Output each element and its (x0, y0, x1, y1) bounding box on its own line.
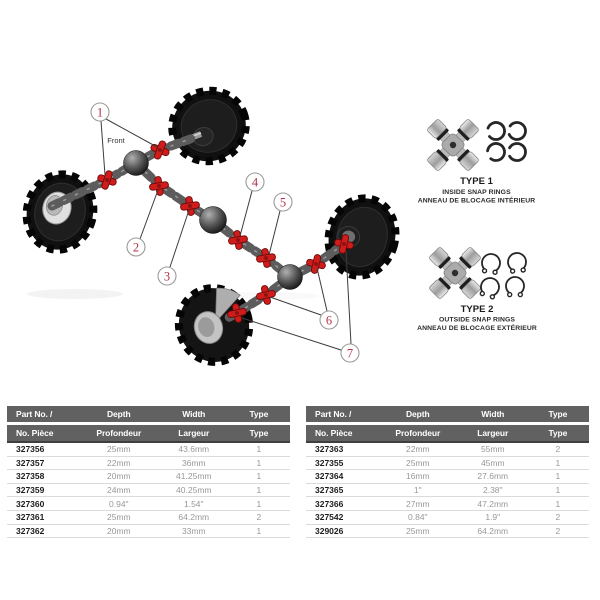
callout-4 (246, 173, 264, 191)
outside-snap-ring-icon (478, 276, 501, 300)
header-profondeur: Profondeur (78, 425, 160, 443)
u-joint-type1-image (411, 103, 494, 186)
table-row (7, 525, 290, 539)
header-type-fr: Type (527, 425, 589, 443)
table-row (306, 443, 589, 457)
svg-text:1: 1 (96, 105, 104, 120)
callout-1 (91, 103, 109, 121)
depth-cell: 16mm (377, 470, 459, 484)
width-cell: 33mm (160, 525, 228, 539)
type2-title: TYPE 2 (460, 304, 494, 315)
width-cell: 27.6mm (459, 470, 527, 484)
width-cell: 36mm (160, 457, 228, 471)
type2-subtitle-fr: ANNEAU DE BLOCAGE EXTÉRIEUR (417, 325, 537, 332)
table-header-row-en (306, 406, 589, 425)
cv-sphere (278, 265, 303, 290)
part-no-cell: 327365 (306, 484, 377, 498)
inside-snap-ring-icon (510, 144, 526, 161)
depth-cell: 25mm (377, 457, 459, 471)
header-depth: Depth (377, 406, 459, 425)
type1-subtitle-en: INSIDE SNAP RINGS (442, 189, 511, 196)
type-cell: 2 (527, 511, 589, 525)
header-width: Width (459, 406, 527, 425)
cv-sphere (200, 207, 227, 234)
part-no-cell: 327542 (306, 511, 377, 525)
depth-cell: 25mm (78, 443, 160, 457)
depth-cell: 25mm (377, 525, 459, 539)
callout-3 (158, 267, 176, 285)
part-no-cell: 327364 (306, 470, 377, 484)
callout-6 (320, 311, 338, 329)
header-type: Type (527, 406, 589, 425)
width-cell: 45mm (459, 457, 527, 471)
table-row (306, 470, 589, 484)
part-no-cell: 327361 (7, 511, 78, 525)
type-cell: 1 (228, 457, 290, 471)
table-header-row-en (7, 406, 290, 425)
part-no-cell: 327363 (306, 443, 377, 457)
left-wheel (18, 167, 101, 257)
type-cell: 1 (228, 525, 290, 539)
header-width: Width (160, 406, 228, 425)
depth-cell: 25mm (78, 511, 160, 525)
header-part-no: Part No. / (306, 406, 377, 425)
table-row (7, 484, 290, 498)
width-cell: 64.2mm (459, 525, 527, 539)
width-cell: 55mm (459, 443, 527, 457)
table-row (306, 457, 589, 471)
table-row (306, 484, 589, 498)
table-header-row-fr (7, 425, 290, 443)
width-cell: 43.6mm (160, 443, 228, 457)
depth-cell: 22mm (377, 443, 459, 457)
width-cell: 41.25mm (160, 470, 228, 484)
type2-subtitle-en: OUTSIDE SNAP RINGS (438, 316, 516, 324)
table-row (7, 511, 290, 525)
type-cell: 2 (527, 525, 589, 539)
depth-cell: 0.84" (377, 511, 459, 525)
type1-title: TYPE 1 (460, 176, 493, 187)
header-largeur: Largeur (459, 425, 527, 443)
part-no-cell: 327360 (7, 497, 78, 511)
svg-text:4: 4 (251, 175, 259, 190)
type-cell: 1 (527, 470, 589, 484)
inside-snap-ring-icon (509, 122, 527, 141)
type-cell: 2 (228, 511, 290, 525)
part-no-cell: 327357 (7, 457, 78, 471)
type2-legend (413, 231, 536, 332)
header-no-piece: No. Pièce (306, 425, 377, 443)
table-row (7, 457, 290, 471)
svg-text:6: 6 (325, 313, 333, 328)
width-cell: 1.54" (160, 497, 228, 511)
main-shaft-lower (213, 220, 290, 277)
main-shaft-upper (136, 163, 213, 220)
part-no-cell: 327355 (306, 457, 377, 471)
front-label: Front (107, 136, 125, 145)
outside-snap-ring-icon (506, 277, 524, 297)
table-header-row-fr (306, 425, 589, 443)
table-row (306, 497, 589, 511)
right-wheel (320, 191, 404, 283)
type-cell: 1 (527, 484, 589, 498)
type1-legend (411, 103, 535, 204)
type1-subtitle-fr: ANNEAU DE BLOCAGE INTÉRIEUR (417, 197, 536, 205)
callout-7 (341, 344, 359, 362)
table-row (7, 497, 290, 511)
width-cell: 40.25mm (160, 484, 228, 498)
part-no-cell: 329026 (306, 525, 377, 539)
part-no-cell: 327359 (7, 484, 78, 498)
header-largeur: Largeur (160, 425, 228, 443)
part-no-cell: 327366 (306, 497, 377, 511)
svg-text:5: 5 (279, 195, 287, 210)
type-cell: 1 (527, 497, 589, 511)
depth-cell: 20mm (78, 470, 160, 484)
width-cell: 1.9" (459, 511, 527, 525)
table-row (306, 511, 589, 525)
header-part-no: Part No. / (7, 406, 78, 425)
width-cell: 2.38" (459, 484, 527, 498)
table-row (7, 470, 290, 484)
outside-snap-ring-icon (481, 253, 502, 275)
parts-table-left (7, 406, 290, 538)
svg-text:3: 3 (163, 269, 171, 284)
inside-snap-ring-icon (486, 141, 507, 163)
inside-snap-ring-icon (487, 121, 506, 140)
cv-sphere (124, 151, 149, 176)
callout-5 (274, 193, 292, 211)
parts-table-right (306, 406, 589, 538)
callout-2 (127, 238, 145, 256)
header-type-fr: Type (228, 425, 290, 443)
width-cell: 47.2mm (459, 497, 527, 511)
type-cell: 2 (527, 443, 589, 457)
header-no-piece: No. Pièce (7, 425, 78, 443)
depth-cell: 20mm (78, 525, 160, 539)
part-no-cell: 327358 (7, 470, 78, 484)
width-cell: 64.2mm (160, 511, 228, 525)
depth-cell: 0.94" (78, 497, 160, 511)
depth-cell: 22mm (78, 457, 160, 471)
type-cell: 1 (527, 457, 589, 471)
header-profondeur: Profondeur (377, 425, 459, 443)
type-cell: 1 (228, 497, 290, 511)
type-cell: 1 (228, 443, 290, 457)
svg-text:2: 2 (132, 240, 140, 255)
depth-cell: 24mm (78, 484, 160, 498)
outside-snap-ring-icon (507, 252, 527, 273)
type-cell: 1 (228, 484, 290, 498)
part-no-cell: 327362 (7, 525, 78, 539)
table-row (306, 525, 589, 539)
table-row (7, 443, 290, 457)
header-type: Type (228, 406, 290, 425)
depth-cell: 1" (377, 484, 459, 498)
header-depth: Depth (78, 406, 160, 425)
top-wheel (162, 80, 255, 171)
svg-text:7: 7 (346, 346, 354, 361)
part-no-cell: 327356 (7, 443, 78, 457)
depth-cell: 27mm (377, 497, 459, 511)
type-cell: 1 (228, 470, 290, 484)
